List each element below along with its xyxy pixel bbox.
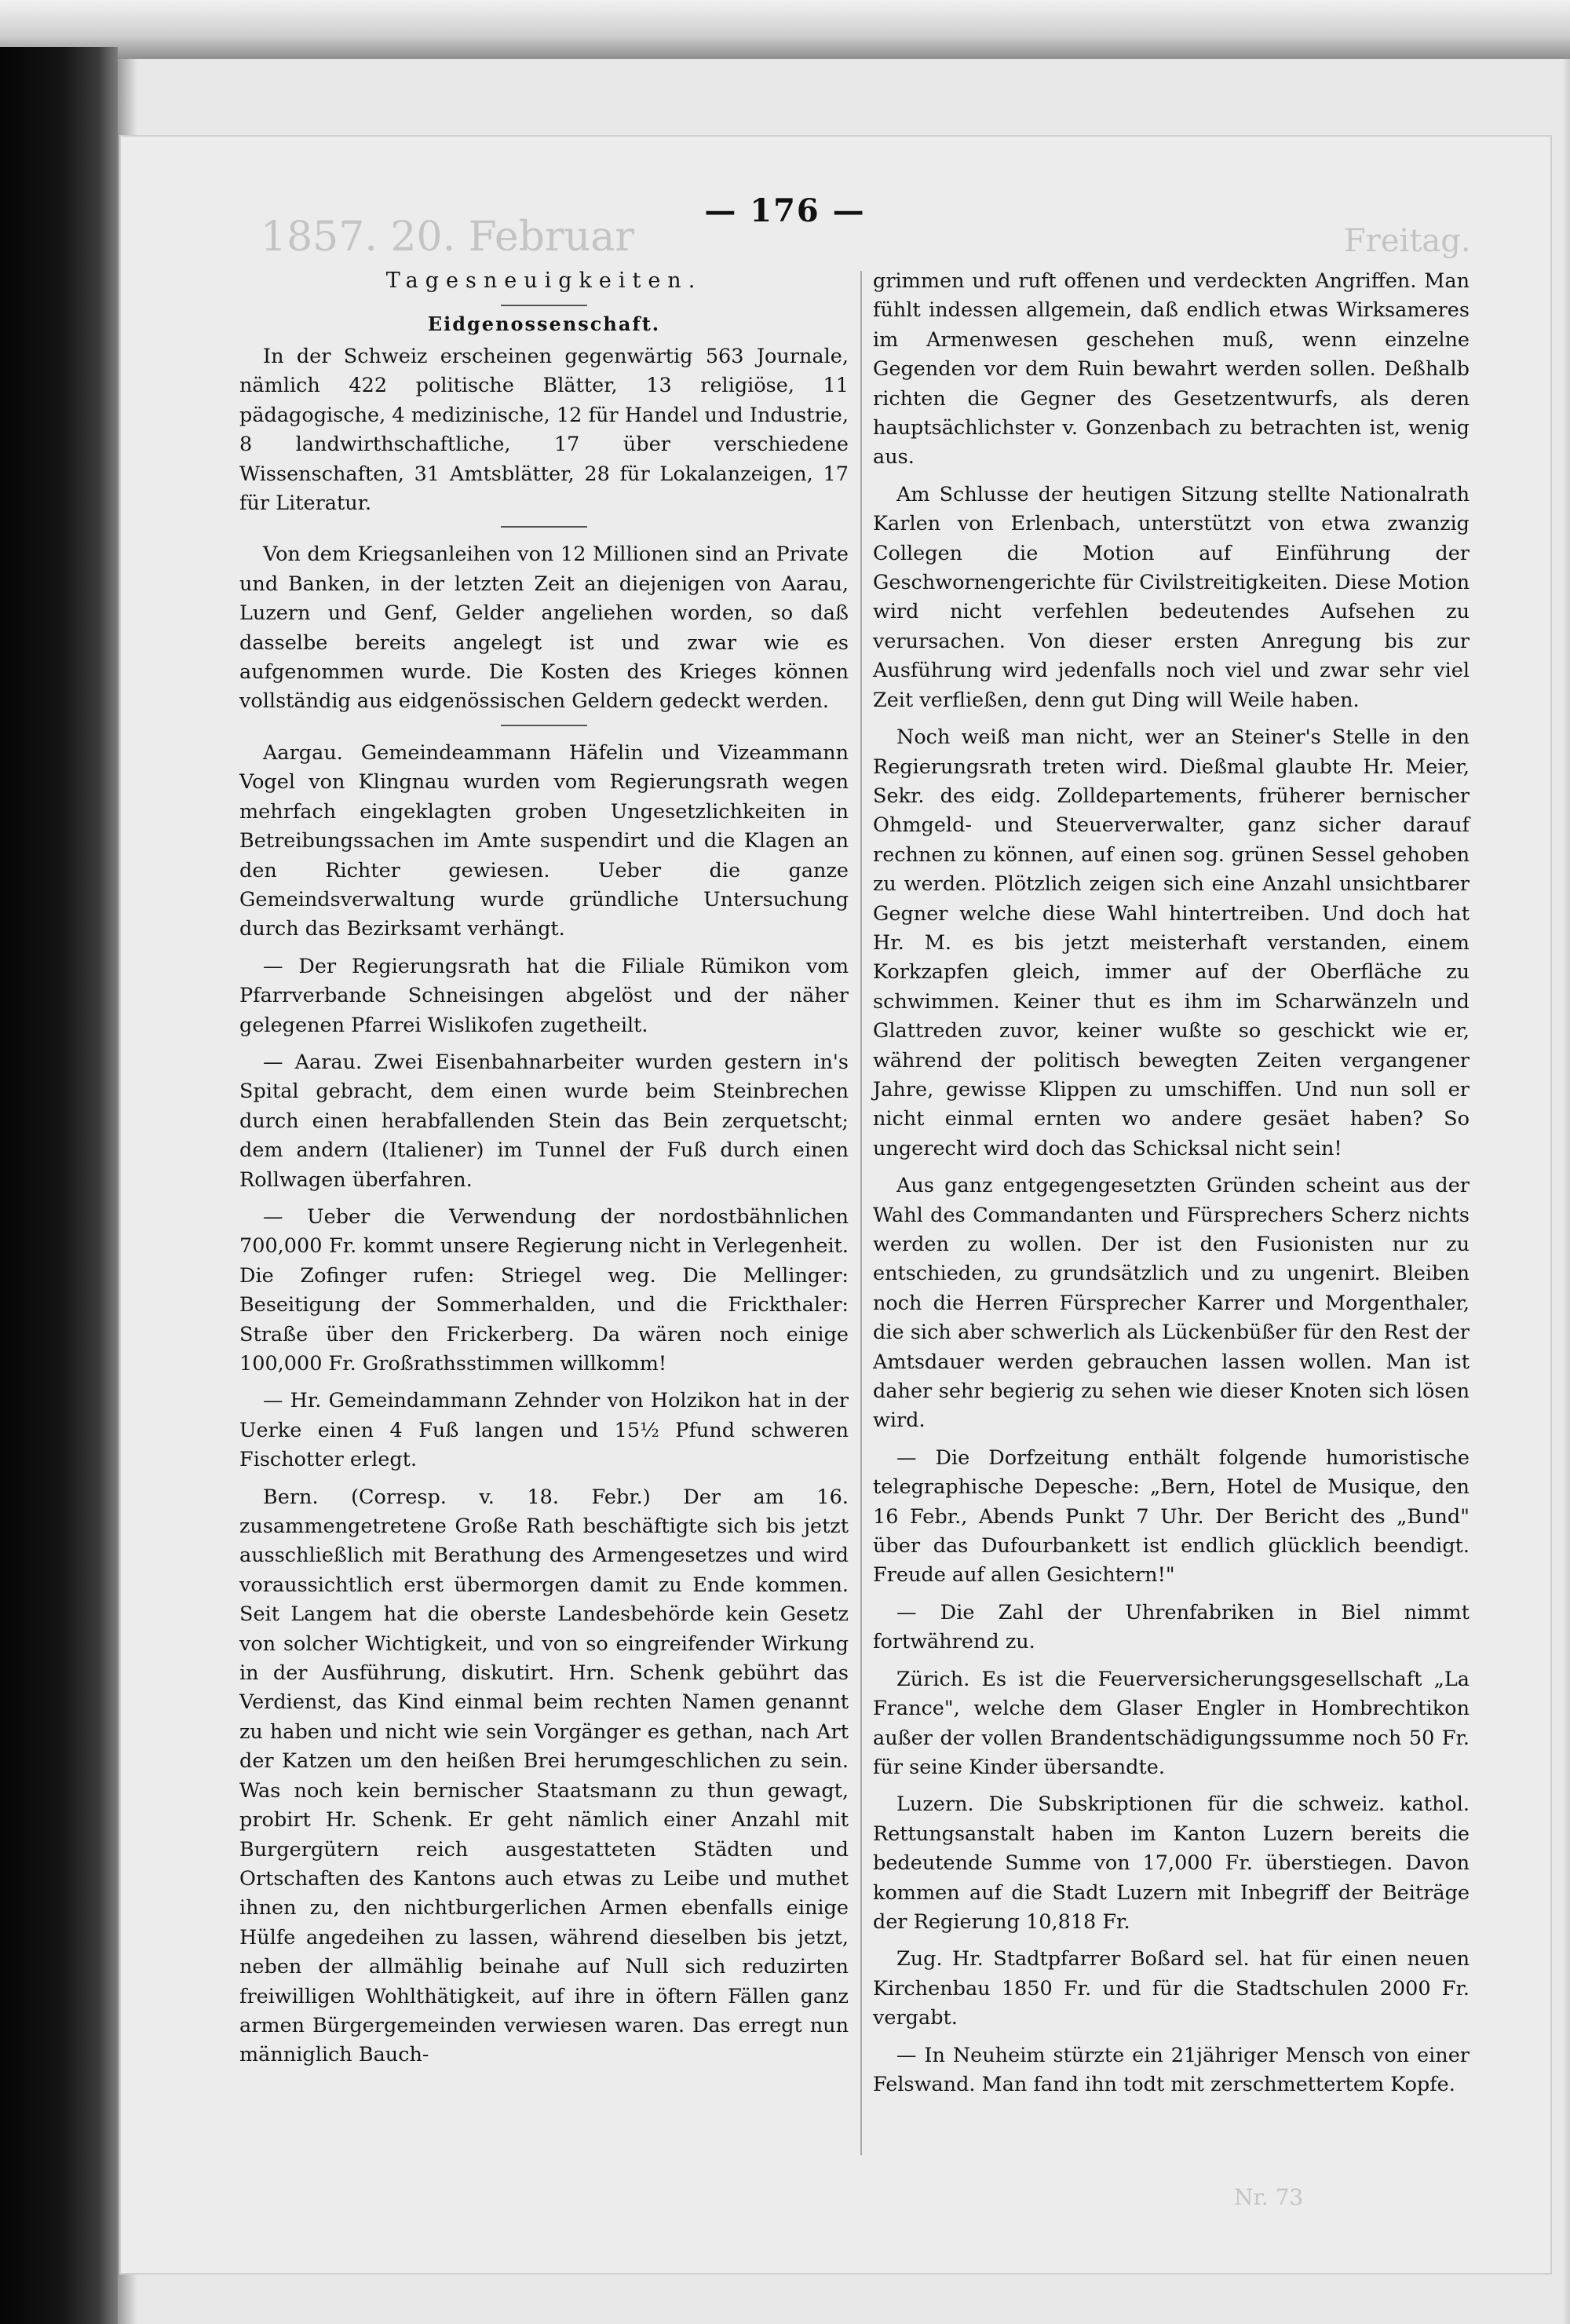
page-number: — 176 — xyxy=(704,192,866,229)
article-bern-armengesetz: Bern. (Corresp. v. 18. Febr.) Der am 16. zusammengetretene Große Rath beschäftigte sich bis jetzt ausschließlich mit Berathung des Armengesetzes und wird voraussichtlich erst übermorgen damit zu Ende kommen. Seit Langem hat die oberste Landesbehörde kein Gesetz von solcher Wichtigkeit, und von so eingreifender Wirkung in der Ausführung, diskutirt. Hrn. Schenk gebührt das Verdienst, das Kind einmal beim rechten Namen genannt zu haben und nicht wie sein Vorgänger es gethan, nach Art der Katzen um den heißen Brei herumgeschlichen zu sein. Was noch kein bernischer Staatsmann zu thun gewagt, probirt Hr. Schenk. Er geht nämlich einer Anzahl mit Burgergütern reich ausgestatteten Städten und Ortschaften des Kantons auch etwas zu Leibe und muthet ihnen zu, den nichtburgerlichen Armen ebenfalls einige Hülfe angedeihen zu lassen, während dieselben bis jetzt, neben der allmählig beinahe auf Null sich reduzirten freiwilligen Wohlthätigkeit, auf ihre in öftern Fällen ganz armen Bürgergemeinden verwiesen waren. Das erregt nun männiglich Bauch- xyxy=(239,1485,849,2067)
article-rule xyxy=(501,526,587,528)
article-bern-continued: grimmen und ruft offenen und verdeckten Angriffen. Man fühlt indessen allgemein, daß endlich etwas Wirksameres im Armenwesen geschehen muß, wenn einzelne Gegenden vor dem Ruin bewahrt werden sollen. Deßhalb richten die Gegner des Gesetzentwurfs, als deren hauptsächlichster v. Gonzenbach zu betrachten ist, wenig aus. xyxy=(873,269,1470,470)
article-luzern-subskription: Luzern. Die Subskriptionen für die schweiz. kathol. Rettungsanstalt haben im Kanton Luzern bereits die bedeutende Summe von 17,000 Fr. überstiegen. Davon kommen auf die Stadt Luzern mit Inbegriff der Beiträge der Regierung 10,818 Fr. xyxy=(873,1792,1470,1934)
article-biel-uhrenfabriken: — Die Zahl der Uhrenfabriken in Biel nimmt fortwährend zu. xyxy=(873,1600,1470,1654)
article-regierungsrath-wahl: Noch weiß man nicht, wer an Steiner's Stelle in den Regierungsrath treten wird. Dießmal glaubte Hr. Meier, Sekr. des eidg. Zolldepartements, früherer bernischer Ohmgeld- und Steuerverwalter, ganz sicher darauf rechnen zu können, auf einen sog. grünen Sessel gehoben zu werden. Plötzlich zeigen sich eine Anzahl unsichtbarer Gegner welche diese Wahl hintertreiben. Und doch hat Hr. M. es bis jetzt meisterhaft verstanden, einem Korkzapfen gleich, immer auf der Oberfläche zu schwimmen. Keiner thut es ihm im Scharwänzeln und Glattreden zuvor, keiner wußte so geschickt wie er, während der politisch bewegten Zeiten vergangener Jahre, gewisse Klippen zu umschiffen. Und nun soll er nicht einmal ernten wo andere gesäet haben? So ungerecht wird doch das Schicksal nicht sein! xyxy=(873,725,1470,1160)
bleed-through-header-day: Freitag. xyxy=(1344,223,1471,259)
article-kriegsanleihen: Von dem Kriegsanleihen von 12 Millionen sind an Private und Banken, in der letzten Zeit an diejenigen von Aarau, Luzern und Genf, Gelder angeliehen worden, so daß dasselbe bereits angelegt ist und zwar wie es aufgenommen wurde. Die Kosten des Krieges können vollständig aus eidgenössischen Geldern gedeckt werden. xyxy=(239,543,849,714)
book-spine-shadow xyxy=(0,47,118,2324)
article-neuheim-unglueck: — In Neuheim stürzte ein 21jähriger Mensch von einer Felswand. Man fand ihn todt mit zerschmettertem Kopfe. xyxy=(873,2043,1470,2096)
bleed-through-header-date: 1857. 20. Februar xyxy=(261,214,635,261)
column-separator xyxy=(860,271,862,2155)
article-ruemikon: — Der Regierungsrath hat die Filiale Rümikon vom Pfarrverbande Schneisingen abgelöst und der näher gelegenen Pfarrei Wislikofen zugetheilt. xyxy=(239,954,849,1037)
section-title: Tagesneuigkeiten. xyxy=(385,269,703,293)
article-nordostbahn: — Ueber die Verwendung der nordostbähnlichen 700,000 Fr. kommt unsere Regierung nicht in Verlegenheit. Die Zofinger rufen: Striegel weg. Die Mellinger: Beseitigung der Sommerhalden, und die Frickthaler: Straße über den Frickerberg. Da wären noch einige 100,000 Fr. Großrathsstimmen willkomm! xyxy=(239,1204,849,1376)
scanner-top-margin xyxy=(0,0,1570,59)
article-journals: In der Schweiz erscheinen gegenwärtig 563 Journale, nämlich 422 politische Blätter, 13 religiöse, 11 pädagogische, 4 medizinische, 12 für Handel und Industrie, 8 landwirthschaftliche, 17 über verschiedene Wissenschaften, 31 Amtsblätter, 28 für Lokalanzeigen, 17 für Literatur. xyxy=(239,345,849,516)
right-column xyxy=(873,267,1470,2107)
left-column xyxy=(239,265,849,2078)
article-dorfzeitung-depesche: — Die Dorfzeitung enthält folgende humoristische telegraphische Depesche: „Bern, Hotel de Musique, den 16 Febr., Abends Punkt 7 Uhr. Der Bericht des „Bund" über das Dufourbankett ist endlich glücklich beendigt. Freude auf allen Gesichtern!" xyxy=(873,1445,1470,1588)
article-geschwornengerichte: Am Schlusse der heutigen Sitzung stellte Nationalrath Karlen von Erlenbach, unterstützt von etwa zwanzig Collegen die Motion auf Einführung der Geschwornengerichte für Civilstreitigkeiten. Diese Motion wird nicht verfehlen bedeutendes Aufsehen zu verursachen. Von dieser ersten Anregung bis zur Ausführung wird jedenfalls noch viel und zwar sehr viel Zeit verfließen, denn gut Ding will Weile haben. xyxy=(873,482,1470,712)
article-aargau: Aargau. Gemeindeammann Häfelin und Vizeammann Vogel von Klingnau wurden vom Regierungsrath wegen mehrfach eingeklagten groben Ungesetzlichkeiten in Betreibungssachen im Amte suspendirt und die Klagen an den Richter gewiesen. Ueber die ganze Gemeindsverwaltung wurde gründliche Untersuchung durch das Bezirksamt verhängt. xyxy=(239,740,849,941)
article-aarau-unfall: — Aarau. Zwei Eisenbahnarbeiter wurden gestern in's Spital gebracht, dem einen wurde beim Steinbrechen durch einen herabfallenden Stein das Bein zerquetscht; dem andern (Italiener) im Tunnel der Fuß durch einen Rollwagen überfahren. xyxy=(239,1050,849,1192)
article-commandant-scherz: Aus ganz entgegengesetzten Gründen scheint aus der Wahl des Commandanten und Fürsprechers Scherz nichts werden zu wollen. Der ist den Fusionisten nur zu entschieden, zu grundsätzlich und zu ungenirt. Bleiben noch die Herren Fürsprecher Karrer und Morgenthaler, die sich aber schwerlich als Lückenbüßer für den Rest der Amtsdauer werden gebrauchen lassen wollen. Man ist daher sehr begierig zu sehen wie dieser Knoten sich lösen wird. xyxy=(873,1174,1470,1433)
article-zuerich-la-france: Zürich. Es ist die Feuerversicherungsgesellschaft „La France", welche dem Glaser Engler in Hombrechtikon außer der vollen Brandentschädigungssumme noch 50 Fr. für seine Kinder übersandte. xyxy=(873,1667,1470,1779)
subsection-title: Eidgenossenschaft. xyxy=(427,312,661,335)
article-rule xyxy=(501,725,587,726)
title-rule xyxy=(501,305,587,306)
article-zug-vergabung: Zug. Hr. Stadtpfarrer Boßard sel. hat für einen neuen Kirchenbau 1850 Fr. und für die Stadtschulen 2000 Fr. vergabt. xyxy=(873,1947,1470,2030)
bleed-through-footer: Nr. 73 xyxy=(1234,2184,1304,2210)
article-fischotter: — Hr. Gemeindammann Zehnder von Holzikon hat in der Uerke einen 4 Fuß langen und 15½ Pfund schweren Fischotter erlegt. xyxy=(239,1389,849,1472)
